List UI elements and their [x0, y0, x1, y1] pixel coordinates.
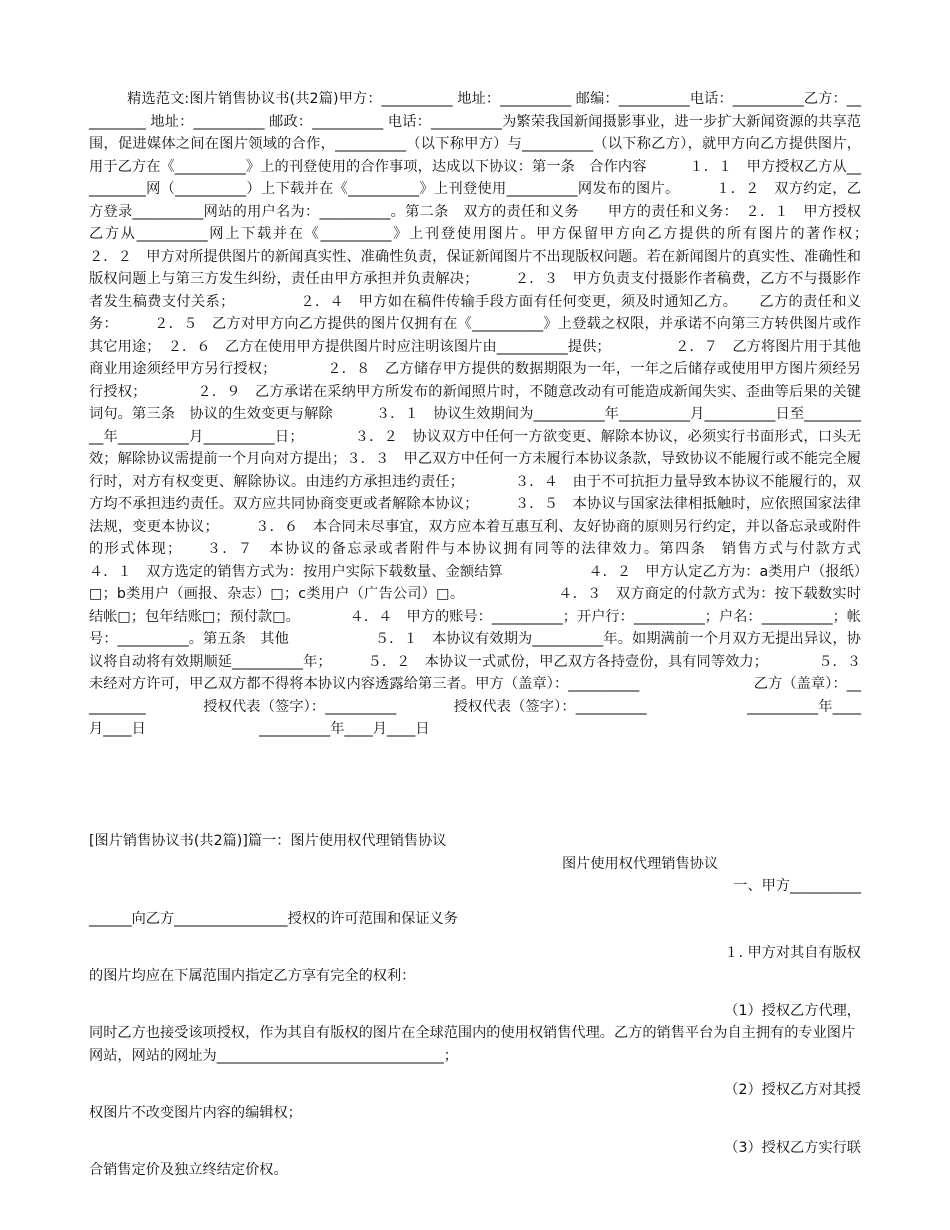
- agreement-body-text: 精选范文:图片销售协议书(共2篇)甲方：__________ 地址：__________ 邮编：__________电话：__________乙方：__________ 地址：__________ 邮政：__________ 电话：__________为繁荣我国新闻摄影事业，进一步扩大新闻资源的共享范围，促进媒体之间在图片领域的合作，__________（以下称甲方）与__________（以下称乙方），就甲方向乙方提供图片，用于乙方在《__________》上的刊登使用的合作事项，达成以下协议：第一条 合作内容 １．１ 甲方授权乙方从__________网（__________）上下载并在《__________》上刊登使用__________网发布的图片。 １．２ 双方约定，乙方登录__________网站的用户名为：__________。第二条 双方的责任和义务 甲方的责任和义务： ２．１ 甲方授权乙方从__________网上下载并在《__________》上刊登使用图片。甲方保留甲方向乙方提供的所有图片的著作权； ２．２ 甲方对所提供图片的新闻真实性、准确性负责，保证新闻图片不出现版权问题。若在新闻图片的真实性、准确性和版权问题上与第三方发生纠纷，责任由甲方承担并负责解决； ２．３ 甲方负责支付摄影作者稿费，乙方不与摄影作者发生稿费支付关系； ２．４ 甲方如在稿件传输手段方面有任何变更，须及时通知乙方。 乙方的责任和义务： ２．５ 乙方对甲方向乙方提供的图片仅拥有在《__________》上登载之权限，并承诺不向第三方转供图片或作其它用途； ２．６ 乙方在使用甲方提供图片时应注明该图片由__________提供； ２．７ 乙方将图片用于其他商业用途须经甲方另行授权； ２．８ 乙方储存甲方提供的数据期限为一年，一年之后储存或使用甲方图片须经另行授权； ２．９ 乙方承诺在采纳甲方所发布的新闻照片时，不随意改动有可能造成新闻失实、歪曲等后果的关键词句。第三条 协议的生效变更与解除 ３．１ 协议生效期间为__________年__________月__________日至__________年__________月__________日； ３．２ 协议双方中任何一方欲变更、解除本协议，必须实行书面形式，口头无效；解除协议需提前一个月向对方提出；３．３ 甲乙双方中任何一方未履行本协议条款，导致协议不能履行或不能完全履行时，对方有权变更、解除协议。由违约方承担违约责任； ３．４ 由于不可抗拒力量导致本协议不能履行的，双方均不承担违约责任。双方应共同协商变更或者解除本协议； ３．５ 本协议与国家法律相抵触时，应依照国家法律法规，变更本协议； ３．６ 本合同未尽事宜，双方应本着互惠互利、友好协商的原则另行约定，并以备忘录或附件的形式体现； ３．７ 本协议的备忘录或者附件与本协议拥有同等的法律效力。第四条 销售方式与付款方式 ４．１ 双方选定的销售方式为：按用户实际下载数量、金额结算 ４．２ 甲方认定乙方为：a类用户（报纸）□；b类用户（画报、杂志）□；c类用户（广告公司）□。 ４．３ 双方商定的付款方式为：按下载数实时结帐□；包年结账□；预付款□。 ４．４ 甲方的账号：__________；开户行：__________；户名：__________；帐号：__________。第五条 其他 ５．１ 本协议有效期为__________年。如期满前一个月双方无提出异议，协议将自动将有效期顺延__________年； ５．２ 本协议一式贰份，甲乙双方各持壹份，具有同等效力； ５．３ 未经对方许可，甲乙双方都不得将本协议内容透露给第三者。甲方（盖章）：__________ 乙方（盖章）：__________ 授权代表（签字）：__________ 授权代表（签字）：__________ __________年____月____日 __________年____月____日: [89, 91, 904, 737]
- agreement-title: 图片使用权代理销售协议: [561, 855, 719, 872]
- agreement-body-paragraph: [89, 88, 904, 741]
- clause-1-2-start: （2）授权乙方对其授: [724, 1082, 861, 1099]
- clause-1-3-continued: 合销售定价及独立终结定价权。: [89, 1162, 288, 1179]
- clause-1-continued: 的图片均应在下属范围内指定乙方享有完全的权利：: [89, 967, 416, 984]
- spacer: [89, 930, 861, 942]
- clause-1-2-continued: 权图片不改变图片内容的编辑权；: [89, 1104, 302, 1121]
- spacer: [89, 1125, 861, 1137]
- clause-1-3-start: （3）授权乙方实行联: [724, 1139, 861, 1156]
- spacer: [89, 1067, 861, 1079]
- clause-1-1-continued: 同时乙方也接受该项授权，作为其自有版权的图片在全球范围内的使用权销售代理。乙方的销售平台为自主拥有的专业图片网站，网站的网址为________________________________；: [89, 1025, 856, 1064]
- spacer: [89, 898, 861, 908]
- authorization-scope-line: ______向乙方________________授权的许可范围和保证义务: [89, 910, 458, 927]
- spacer: [89, 988, 861, 1000]
- section-heading: [图片销售协议书(共2篇)]篇一：图片使用权代理销售协议: [89, 833, 447, 849]
- clause-1-start: １. 甲方对其自有版权: [724, 945, 861, 962]
- party-a-line: 一、甲方__________: [733, 878, 861, 895]
- clause-1-1-start: （1）授权乙方代理，: [724, 1002, 861, 1019]
- article-one-section: [89, 830, 861, 1182]
